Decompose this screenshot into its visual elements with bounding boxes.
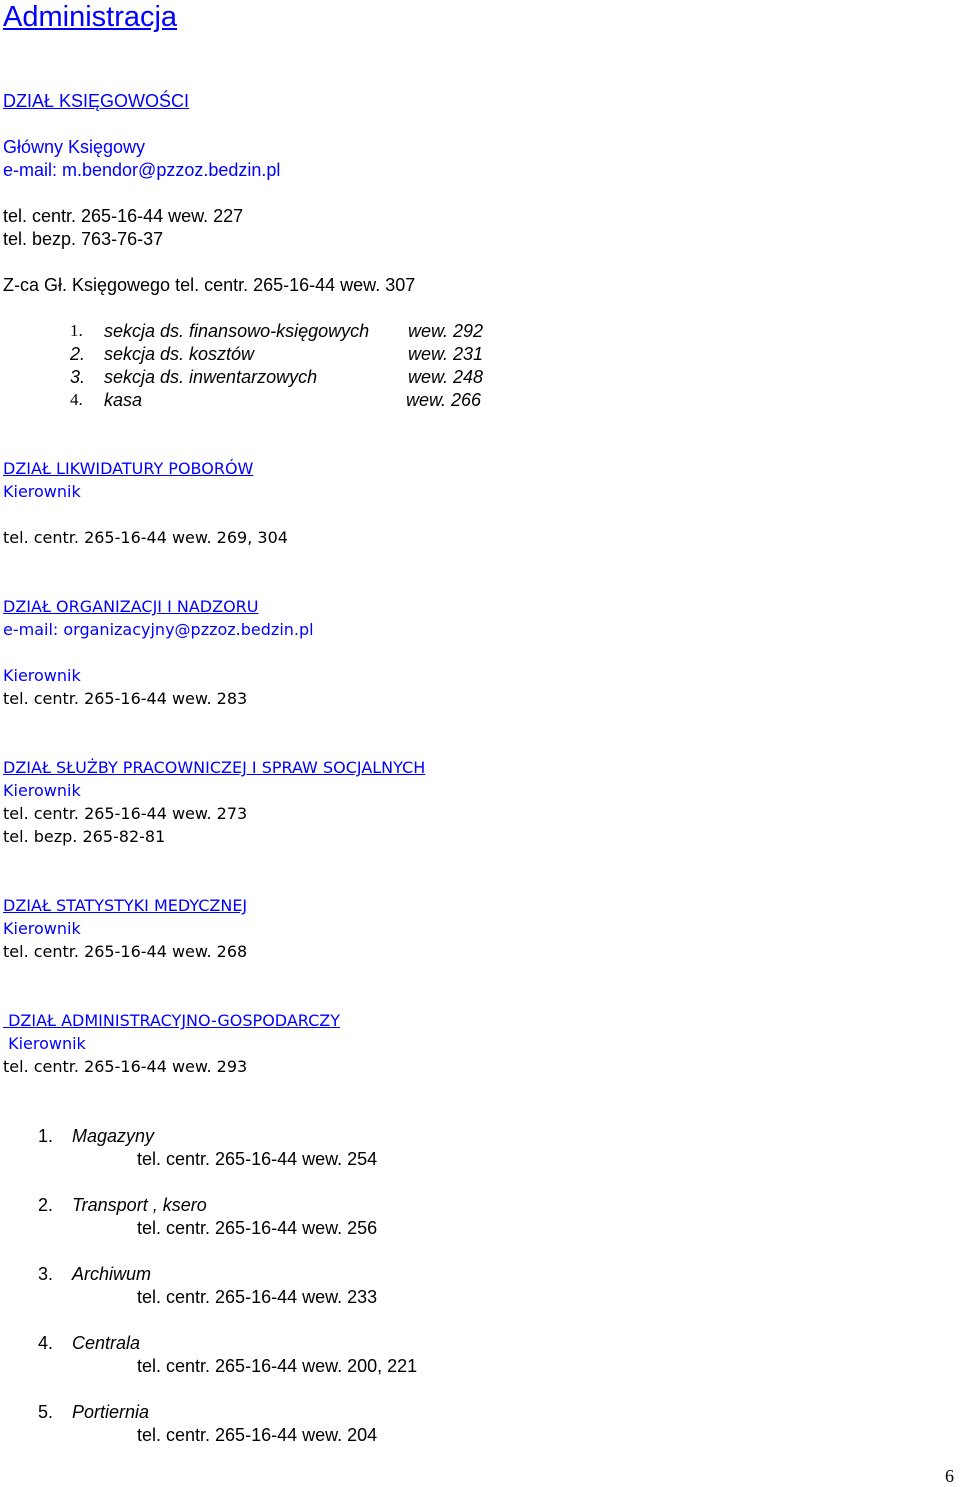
list-item-number: 3. — [70, 367, 86, 387]
list-item-tel: tel. centr. 265-16-44 wew. 254 — [137, 1149, 378, 1169]
list-item-name: kasa — [104, 390, 143, 410]
list-item-number: 5. — [38, 1402, 54, 1422]
organizacji-tel: tel. centr. 265-16-44 wew. 283 — [3, 689, 248, 708]
ksiegowosc-deputy: Z-ca Gł. Księgowego tel. centr. 265-16-44 wew. 307 — [3, 275, 416, 295]
list-item-ext: wew. 231 — [408, 344, 484, 364]
list-item-number: 1. — [38, 1126, 54, 1146]
statystyki-role: Kierownik — [3, 919, 81, 938]
list-item-tel: tel. centr. 265-16-44 wew. 233 — [137, 1287, 378, 1307]
list-item-name: sekcja ds. finansowo-księgowych — [104, 321, 370, 341]
statystyki-tel: tel. centr. 265-16-44 wew. 268 — [3, 942, 248, 961]
ksiegowosc-role: Główny Księgowy — [3, 137, 146, 157]
list-item-number: 4. — [70, 390, 83, 409]
list-item-ext: wew. 292 — [408, 321, 484, 341]
section-header-likwidatury[interactable]: DZIAŁ LIKWIDATURY POBORÓW — [3, 459, 254, 478]
list-item-tel: tel. centr. 265-16-44 wew. 200, 221 — [137, 1356, 418, 1376]
ksiegowosc-email[interactable]: e-mail: m.bendor@pzzoz.bedzin.pl — [3, 160, 281, 180]
section-header-pracowniczej[interactable]: DZIAŁ SŁUŻBY PRACOWNICZEJ I SPRAW SOCJALNYCH — [3, 758, 426, 777]
list-item-name: Transport , ksero — [72, 1195, 207, 1215]
list-item-name: Centrala — [72, 1333, 141, 1353]
list-item-number: 2. — [38, 1195, 54, 1215]
administracyjno-tel: tel. centr. 265-16-44 wew. 293 — [3, 1057, 248, 1076]
list-item-number: 4. — [38, 1333, 54, 1353]
list-item-name: Archiwum — [72, 1264, 152, 1284]
ksiegowosc-tel-bezp: tel. bezp. 763-76-37 — [3, 229, 164, 249]
list-item-number: 3. — [38, 1264, 54, 1284]
section-header-ksiegowosc[interactable]: DZIAŁ KSIĘGOWOŚCI — [3, 91, 190, 111]
section-header-administracyjno[interactable]: DZIAŁ ADMINISTRACYJNO-GOSPODARCZY — [3, 1011, 340, 1030]
list-item-tel: tel. centr. 265-16-44 wew. 204 — [137, 1425, 378, 1445]
list-item-number: 2. — [70, 344, 86, 364]
list-item-tel: tel. centr. 265-16-44 wew. 256 — [137, 1218, 378, 1238]
pracowniczej-tel: tel. centr. 265-16-44 wew. 273 — [3, 804, 248, 823]
section-header-statystyki[interactable]: DZIAŁ STATYSTYKI MEDYCZNEJ — [3, 896, 248, 915]
list-item-ext: wew. 266 — [406, 390, 482, 410]
likwidatury-role: Kierownik — [3, 482, 81, 501]
list-item-name: sekcja ds. kosztów — [104, 344, 255, 364]
administracyjno-role: Kierownik — [3, 1034, 86, 1053]
pracowniczej-tel-bezp: tel. bezp. 265-82-81 — [3, 827, 166, 846]
organizacji-role: Kierownik — [3, 666, 81, 685]
list-item-number: 1. — [70, 321, 83, 340]
list-item-name: Portiernia — [72, 1402, 150, 1422]
list-item-name: sekcja ds. inwentarzowych — [104, 367, 318, 387]
section-header-organizacji[interactable]: DZIAŁ ORGANIZACJI I NADZORU — [3, 597, 259, 616]
ksiegowosc-tel-centr: tel. centr. 265-16-44 wew. 227 — [3, 206, 244, 226]
pracowniczej-role: Kierownik — [3, 781, 81, 800]
page-number: 6 — [945, 1466, 954, 1486]
page-title[interactable]: Administracja — [3, 1, 178, 33]
list-item-ext: wew. 248 — [408, 367, 484, 387]
list-item-name: Magazyny — [72, 1126, 155, 1146]
likwidatury-tel: tel. centr. 265-16-44 wew. 269, 304 — [3, 528, 288, 547]
organizacji-email[interactable]: e-mail: organizacyjny@pzzoz.bedzin.pl — [3, 620, 314, 639]
